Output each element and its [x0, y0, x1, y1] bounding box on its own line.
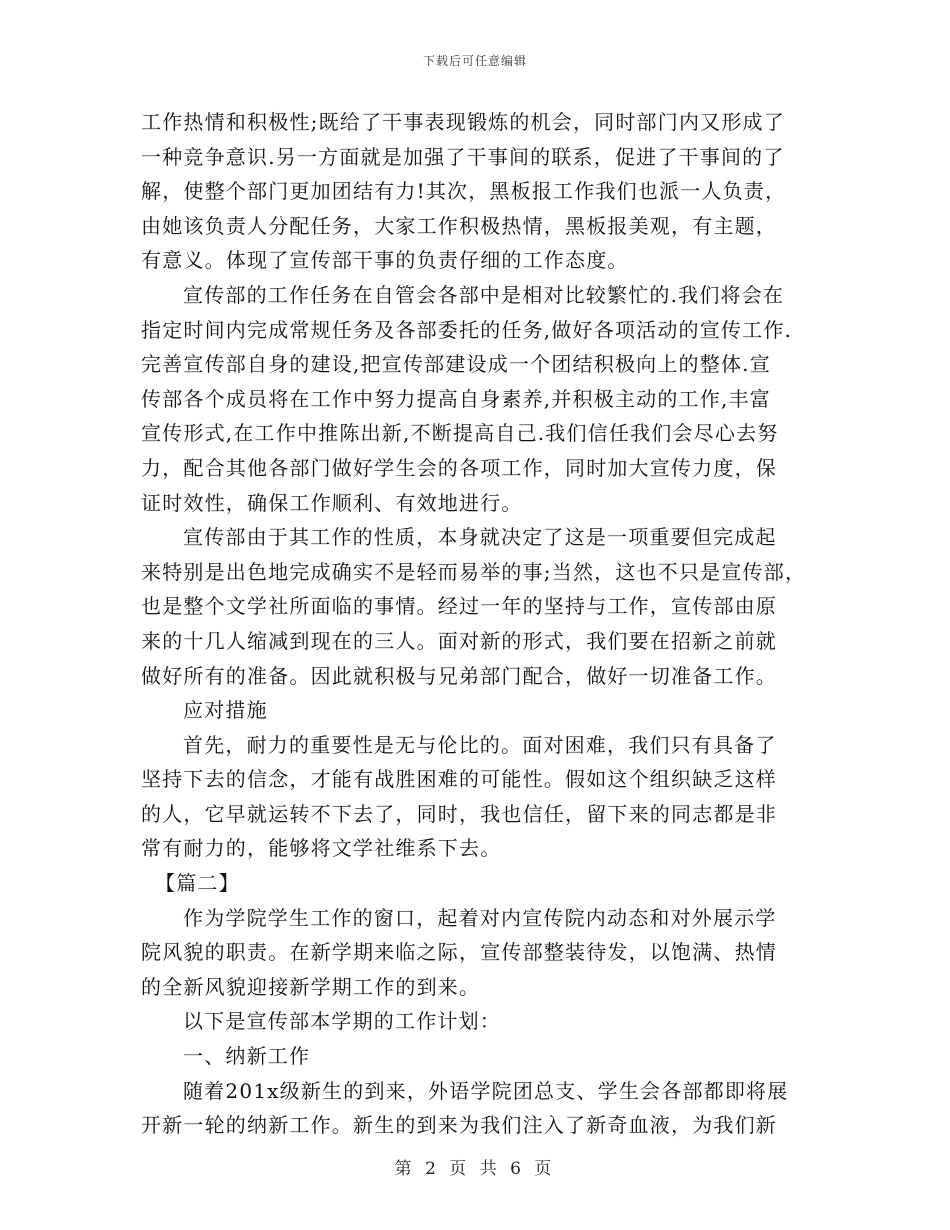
text-line: 来特别是出色地完成确实不是轻而易举的事;当然，这也不只是宣传部，: [141, 559, 807, 584]
text-line: 以下是宣传部本学期的工作计划：: [183, 1009, 501, 1034]
text-line: 的全新风貌迎接新学期工作的到来。: [141, 974, 481, 999]
text-line: 作为学院学生工作的窗口，起着对内宣传院内动态和对外展示学: [183, 905, 777, 930]
text-line: 应对措施: [183, 698, 268, 723]
text-line: 由她该负责人分配任务，大家工作积极热情，黑板报美观，有主题，: [141, 213, 777, 238]
text-line: 完善宣传部自身的建设,把宣传部建设成一个团结积极向上的整体.宣: [141, 352, 771, 377]
text-line: 宣传部由于其工作的性质，本身就决定了这是一项重要但完成起: [183, 525, 777, 550]
text-line: 一种竞争意识.另一方面就是加强了干事间的联系，促进了干事间的了: [141, 144, 785, 169]
text-line: 宣传部的工作任务在自管会各部中是相对比较繁忙的.我们将会在: [183, 282, 785, 307]
text-line: 宣传形式,在工作中推陈出新,不断提高自己.我们信任我们会尽心去努: [141, 421, 779, 446]
text-line: 一、纳新工作: [183, 1044, 311, 1069]
text-line: 【篇二】: [155, 871, 240, 896]
document-body: [141, 105, 809, 1143]
text-line: 工作热情和积极性;既给了干事表现锻炼的机会，同时部门内又形成了: [141, 110, 785, 134]
text-line: 也是整个文学社所面临的事情。经过一年的坚持与工作，宣传部由原: [141, 594, 777, 619]
text-line: 院风貌的职责。在新学期来临之际，宣传部整装待发，以饱满、热情: [141, 940, 777, 965]
text-line: 坚持下去的信念，才能有战胜困难的可能性。假如这个组织缺乏这样: [141, 767, 777, 792]
text-line: 随着201x级新生的到来，外语学院团总支、学生会各部都即将展: [183, 1078, 789, 1103]
text-line: 力，配合其他各部门做好学生会的各项工作，同时加大宣传力度，保: [141, 455, 777, 480]
text-line: 的人，它早就运转不下去了，同时，我也信任，留下来的同志都是非: [141, 801, 777, 826]
text-line: 证时效性，确保工作顺利、有效地进行。: [141, 490, 523, 515]
text-line: 常有耐力的，能够将文学社维系下去。: [141, 836, 502, 861]
text-line: 开新一轮的纳新工作。新生的到来为我们注入了新奇血液，为我们新: [141, 1113, 777, 1138]
text-line: 指定时间内完成常规任务及各部委托的任务,做好各项活动的宣传工作.: [141, 317, 793, 342]
text-line: 来的十几人缩减到现在的三人。面对新的形式，我们要在招新之前就: [141, 628, 777, 653]
page-footer: 第 2 页 共 6 页: [394, 1159, 556, 1179]
text-line: 有意义。体现了宣传部干事的负责仔细的工作态度。: [141, 248, 629, 273]
page-header: 下载后可任意编辑: [422, 54, 527, 68]
text-line: 首先，耐力的重要性是无与伦比的。面对困难，我们只有具备了: [183, 732, 777, 757]
text-line: 做好所有的准备。因此就积极与兄弟部门配合，做好一切准备工作。: [141, 663, 777, 688]
text-line: 传部各个成员将在工作中努力提高自身素养,并积极主动的工作,丰富: [141, 386, 771, 411]
text-line: 解，使整个部门更加团结有力!其次，黑板报工作我们也派一人负责，: [141, 179, 787, 204]
